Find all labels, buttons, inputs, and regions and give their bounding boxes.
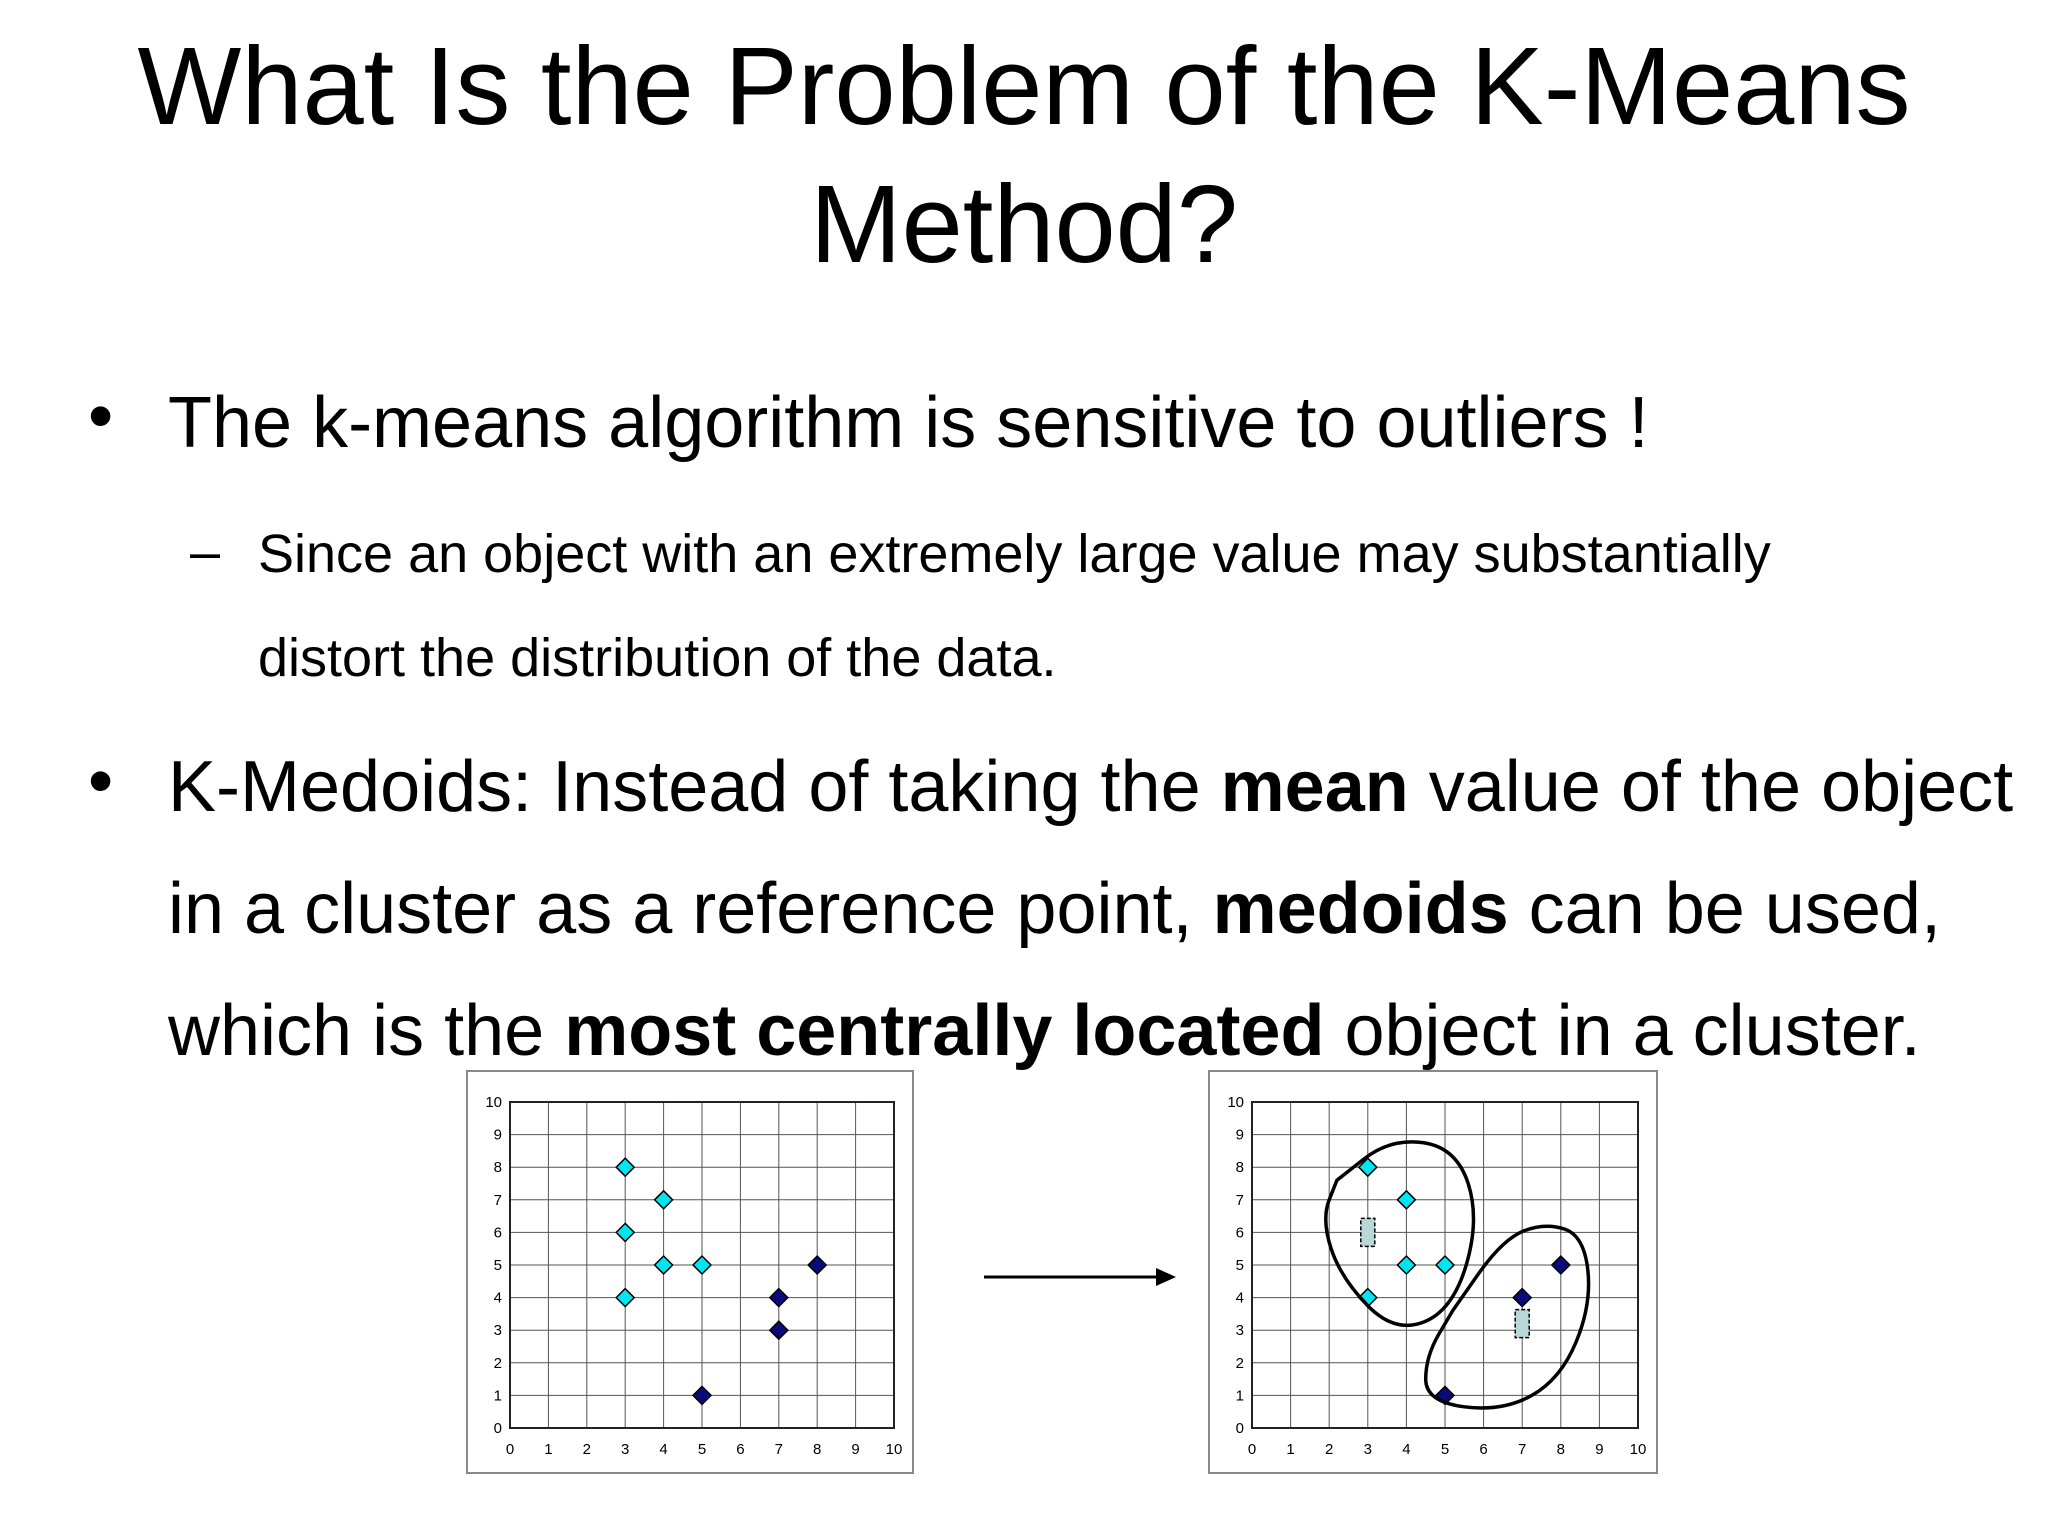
y-tick-label: 3 xyxy=(493,1322,502,1340)
x-tick-label: 5 xyxy=(697,1441,707,1458)
chart-frame xyxy=(1209,1071,1657,1473)
scatter-chart-before xyxy=(466,1070,914,1474)
bold-most-centrally-located: most centrally located xyxy=(564,991,1325,1071)
y-tick-label: 3 xyxy=(1235,1322,1244,1340)
chart-frame xyxy=(467,1071,913,1473)
bullet-2-line-2 xyxy=(168,848,2008,970)
bullet-2-line-1-a: K-Medoids: Instead of taking the xyxy=(168,747,1221,827)
sub-bullet-line-2: distort the distribution of the data. xyxy=(258,628,1057,688)
y-tick-label: 4 xyxy=(1235,1289,1244,1307)
y-tick-label: 9 xyxy=(493,1126,502,1144)
bullet-2-line-2-a: in a cluster as a reference point, xyxy=(168,869,1213,949)
y-tick-label: 0 xyxy=(1235,1420,1244,1437)
y-tick-label: 2 xyxy=(493,1354,502,1372)
bullet-2-line-3-a: which is the xyxy=(168,991,565,1071)
x-tick-label: 6 xyxy=(736,1441,745,1458)
y-tick-label: 6 xyxy=(493,1224,502,1242)
y-tick-label: 6 xyxy=(1235,1224,1244,1242)
medoid-marker xyxy=(1361,1218,1375,1246)
bullet-marker-2: • xyxy=(88,741,114,821)
y-tick-label: 2 xyxy=(1235,1354,1244,1372)
x-tick-label: 1 xyxy=(1286,1441,1295,1458)
x-tick-label: 9 xyxy=(851,1441,860,1458)
x-tick-label: 5 xyxy=(1440,1441,1450,1458)
x-tick-label: 1 xyxy=(544,1441,553,1458)
bullet-text-1: The k-means algorithm is sensitive to outliers ! xyxy=(168,383,1649,463)
y-tick-label: 4 xyxy=(493,1289,502,1307)
y-tick-label: 9 xyxy=(1235,1126,1244,1144)
x-tick-label: 4 xyxy=(659,1441,668,1458)
x-tick-label: 10 xyxy=(1629,1441,1647,1458)
bullet-2-line-3 xyxy=(168,970,2008,1092)
title-line-1: What Is the Problem of the K-Means xyxy=(137,25,1911,148)
x-tick-label: 4 xyxy=(1402,1441,1411,1458)
x-tick-label: 3 xyxy=(1363,1441,1372,1458)
medoid-marker xyxy=(1515,1310,1529,1338)
x-tick-label: 8 xyxy=(813,1441,822,1458)
x-tick-label: 3 xyxy=(621,1441,630,1458)
bullet-2-line-1-c: value of the object xyxy=(1408,747,2014,827)
bullet-2-line-1 xyxy=(168,726,2014,848)
x-tick-label: 7 xyxy=(774,1441,783,1458)
bullet-marker-1: • xyxy=(88,376,114,456)
y-tick-label: 8 xyxy=(493,1159,502,1177)
bullet-2-line-3-c: object in a cluster. xyxy=(1324,991,1921,1071)
x-tick-label: 7 xyxy=(1518,1441,1527,1458)
y-tick-label: 5 xyxy=(493,1257,502,1274)
x-tick-label: 6 xyxy=(1479,1441,1488,1458)
bold-medoids: medoids xyxy=(1212,869,1509,949)
x-tick-label: 10 xyxy=(885,1441,903,1458)
y-tick-label: 10 xyxy=(1227,1094,1244,1111)
sub-bullet-text xyxy=(258,502,2018,710)
y-tick-label: 1 xyxy=(1235,1387,1244,1405)
y-tick-label: 8 xyxy=(1235,1159,1244,1177)
y-tick-label: 5 xyxy=(1235,1257,1244,1274)
y-tick-label: 7 xyxy=(493,1191,502,1209)
x-tick-label: 2 xyxy=(1325,1441,1334,1458)
x-tick-label: 2 xyxy=(582,1441,591,1458)
x-tick-label: 0 xyxy=(505,1441,515,1458)
bullet-2-line-2-c: can be used, xyxy=(1508,869,1941,949)
scatter-chart-after xyxy=(1208,1070,1658,1474)
sub-bullet-marker: – xyxy=(190,522,221,582)
title-line-2: Method? xyxy=(809,163,1239,286)
x-tick-label: 0 xyxy=(1247,1441,1257,1458)
y-tick-label: 10 xyxy=(485,1094,502,1111)
y-tick-label: 1 xyxy=(493,1387,502,1405)
y-tick-label: 0 xyxy=(493,1420,502,1437)
x-tick-label: 9 xyxy=(1595,1441,1604,1458)
slide-title xyxy=(0,18,2048,294)
bold-mean: mean xyxy=(1220,747,1409,827)
right-arrow-icon xyxy=(980,1262,1180,1292)
y-tick-label: 7 xyxy=(1235,1191,1244,1209)
bullet-text-2 xyxy=(168,726,2014,1092)
x-tick-label: 8 xyxy=(1556,1441,1565,1458)
sub-bullet-line-1: Since an object with an extremely large value may substantially xyxy=(258,524,1771,584)
